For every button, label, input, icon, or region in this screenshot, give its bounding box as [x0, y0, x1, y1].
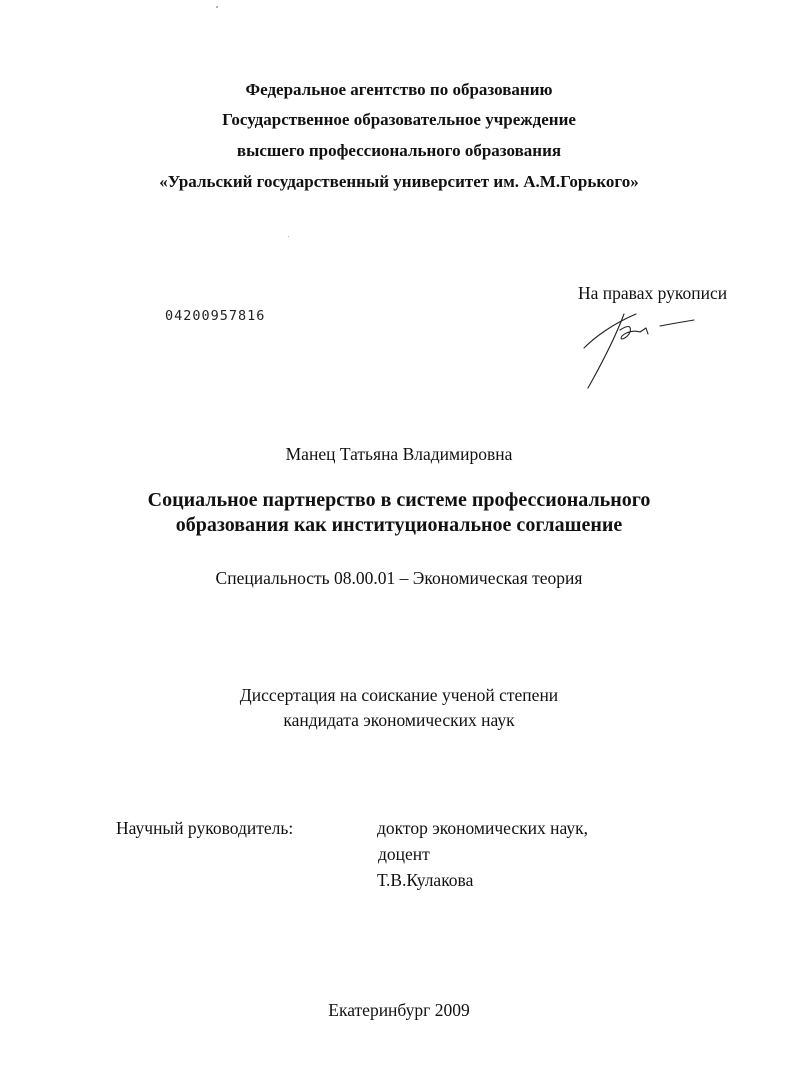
header-university-name: «Уральский государственный университет им. А.М.Горького» [159, 172, 639, 191]
supervisor-label: Научный руководитель: [116, 818, 294, 838]
supervisor-rank: доцент [378, 844, 430, 864]
degree-line2: кандидата экономических наук [283, 710, 515, 730]
supervisor-degree: доктор экономических наук, [377, 818, 588, 838]
city-year: Екатеринбург 2009 [328, 1000, 470, 1020]
author-name: Манец Татьяна Владимировна [285, 444, 513, 464]
dissertation-title-line2: образования как институциональное соглашение [175, 514, 623, 536]
supervisor-name: Т.В.Кулакова [377, 870, 474, 890]
header-education-level: высшего профессионального образования [236, 141, 562, 160]
specialty: Специальность 08.00.01 – Экономическая теория [215, 568, 583, 588]
scan-speck [288, 236, 289, 237]
manuscript-note: На правах рукописи [578, 283, 728, 303]
header-institution-type: Государственное образовательное учреждение [222, 110, 576, 129]
catalog-number: 04200957816 [165, 308, 266, 324]
dissertation-title-line1: Социальное партнерство в системе профессионального [147, 489, 651, 511]
degree-line1: Диссертация на соискание ученой степени [239, 685, 559, 705]
signature-image [580, 308, 700, 392]
scan-speck [216, 6, 218, 8]
header-agency: Федеральное агентство по образованию [245, 80, 553, 99]
